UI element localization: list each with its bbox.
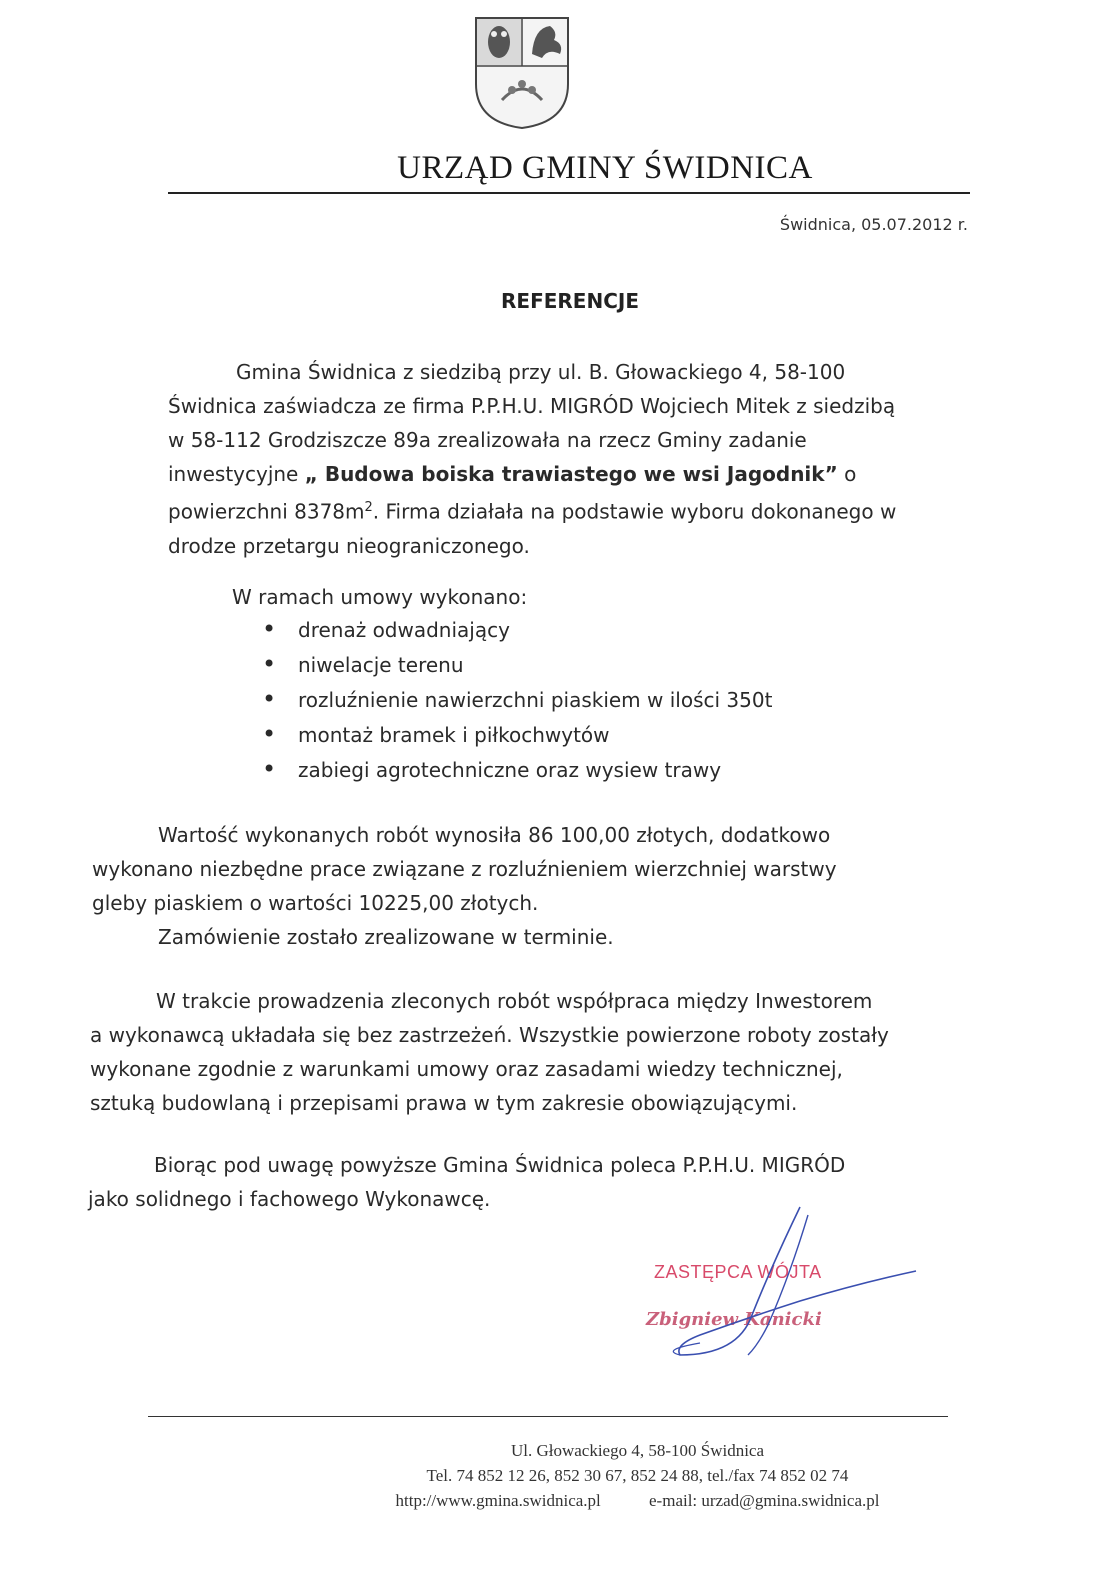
footer-address: Ul. Głowackiego 4, 58-100 Świdnica xyxy=(510,1441,765,1460)
text-segment: powierzchni 8378m xyxy=(168,499,365,524)
scope-intro: W ramach umowy wykonano: xyxy=(232,585,528,609)
scope-list xyxy=(262,612,772,787)
list-item: • montaż bramek i piłkochwytów xyxy=(262,717,772,752)
paragraph-line: sztuką budowlaną i przepisami prawa w tym zakresie obowiązującymi. xyxy=(90,1091,798,1115)
paragraph-line: wykonano niezbędne prace związane z rozluźnieniem wierzchniej warstwy xyxy=(92,857,837,881)
paragraph-line: jako solidnego i fachowego Wykonawcę. xyxy=(88,1187,491,1211)
paragraph-line: w 58-112 Grodziszcze 89a zrealizowała na rzecz Gminy zadanie xyxy=(168,428,807,452)
handwritten-signature xyxy=(640,1205,930,1375)
paragraph-line: gleby piaskiem o wartości 10225,00 złotych. xyxy=(92,891,539,915)
paragraph-line: drodze przetargu nieograniczonego. xyxy=(168,533,530,558)
text-segment: . Firma działała na podstawie wyboru dokonanego w xyxy=(372,499,897,524)
paragraph-line: Zamówienie zostało zrealizowane w terminie. xyxy=(158,925,614,949)
document-date: Świdnica, 05.07.2012 r. xyxy=(779,215,968,234)
cooperation-paragraph xyxy=(90,984,960,1120)
intro-paragraph xyxy=(168,355,968,563)
footer-web-line xyxy=(175,1488,1100,1513)
text-segment: o xyxy=(837,462,857,486)
stamp-name: Zbigniew Kanicki xyxy=(646,1309,822,1330)
paragraph-line: Gmina Świdnica z siedzibą przy ul. B. Głowackiego 4, 58-100 xyxy=(236,360,846,384)
paragraph-line: Biorąc pod uwagę powyższe Gmina Świdnica poleca P.P.H.U. MIGRÓD xyxy=(154,1153,846,1177)
list-item: • zabiegi agrotechniczne oraz wysiew trawy xyxy=(262,752,772,787)
project-name: „ Budowa boiska trawiastego we wsi Jagodnik” xyxy=(304,462,838,486)
stamp-role: ZASTĘPCA WÓJTA xyxy=(654,1262,822,1282)
superscript: 2 xyxy=(364,500,373,515)
footer-contact xyxy=(0,1438,1100,1513)
footer-email: e-mail: urzad@gmina.swidnica.pl xyxy=(649,1491,880,1510)
paragraph-line xyxy=(168,491,968,529)
value-paragraph xyxy=(92,818,912,954)
footer-phones: Tel. 74 852 12 26, 852 30 67, 852 24 88, tel./fax 74 852 02 74 xyxy=(426,1466,849,1485)
list-item: • rozluźnienie nawierzchni piaskiem w ilości 350t xyxy=(262,682,772,717)
list-item: • niwelacje terenu xyxy=(262,647,772,682)
paragraph-line: a wykonawcą układała się bez zastrzeżeń. Wszystkie powierzone roboty zostały xyxy=(90,1023,889,1047)
coat-of-arms-emblem xyxy=(472,14,572,130)
header-divider xyxy=(168,192,970,194)
document-title: REFERENCJE xyxy=(501,289,639,313)
paragraph-line: wykonane zgodnie z warunkami umowy oraz zasadami wiedzy technicznej, xyxy=(90,1057,843,1081)
paragraph-line xyxy=(168,457,968,491)
footer-divider xyxy=(148,1416,948,1417)
office-name-header: URZĄD GMINY ŚWIDNICA xyxy=(397,150,813,186)
footer-website: http://www.gmina.swidnica.pl xyxy=(395,1491,601,1510)
paragraph-line: W trakcie prowadzenia zleconych robót współpraca między Inwestorem xyxy=(156,989,873,1013)
paragraph-line: Świdnica zaświadcza ze firma P.P.H.U. MIGRÓD Wojciech Mitek z siedzibą xyxy=(168,394,896,418)
list-item: • drenaż odwadniający xyxy=(262,612,772,647)
paragraph-line: Wartość wykonanych robót wynosiła 86 100,00 złotych, dodatkowo xyxy=(158,823,831,847)
text-segment: inwestycyjne xyxy=(168,462,305,486)
